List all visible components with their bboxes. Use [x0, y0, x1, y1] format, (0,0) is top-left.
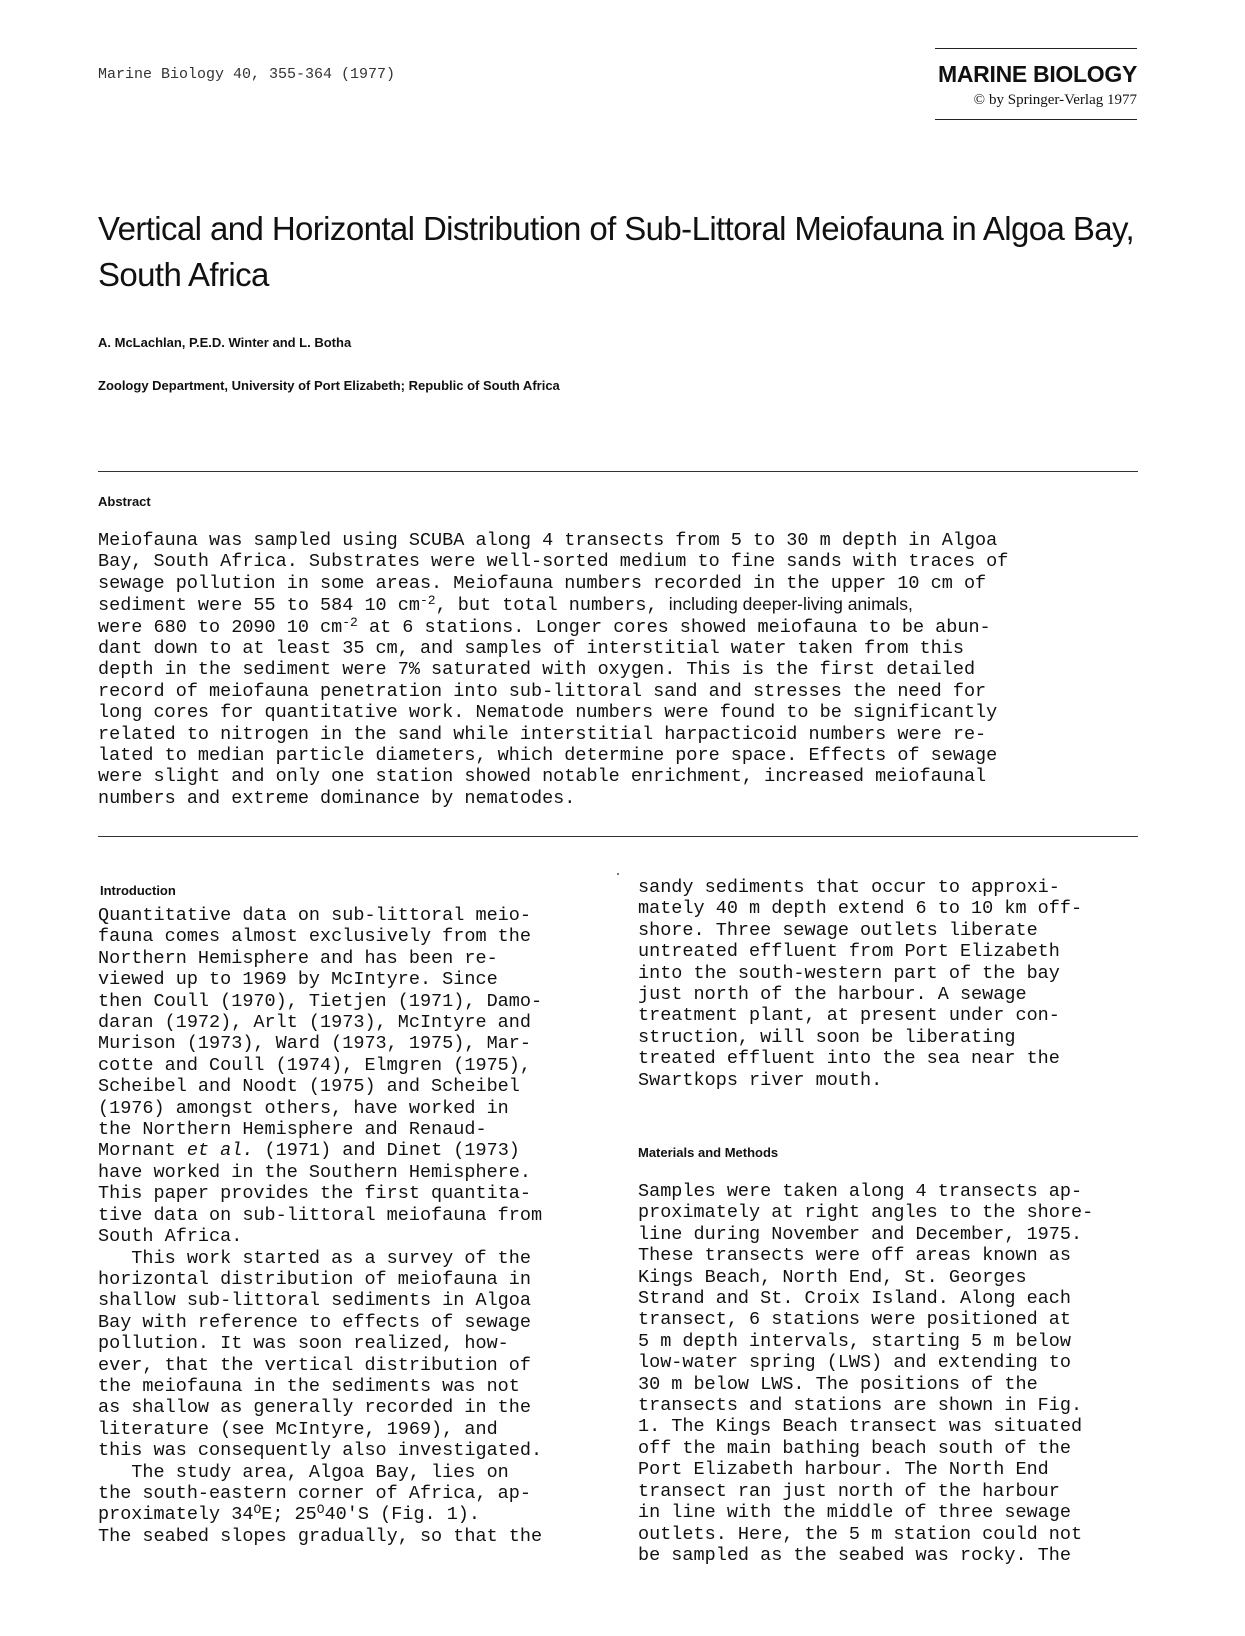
body-line: this was consequently also investigated.: [98, 1440, 543, 1462]
body-line: These transects were off areas known as: [638, 1245, 1071, 1267]
methods-text: [638, 1181, 1093, 1566]
body-line: shore. Three sewage outlets liberate: [638, 919, 1038, 941]
body-line: ever, that the vertical distribution of: [98, 1354, 531, 1376]
body-line: the meiofauna in the sediments was not: [98, 1375, 520, 1397]
body-line: mately 40 m depth extend 6 to 10 km off-: [638, 898, 1083, 920]
body-line: Bay with reference to effects of sewage: [98, 1311, 531, 1333]
abstract-line: related to nitrogen in the sand while interstitial harpacticoid numbers were re-: [98, 723, 987, 745]
abstract-bottom-rule: [98, 836, 1138, 837]
journal-name: MARINE BIOLOGY: [938, 61, 1137, 87]
degree-mark: O: [316, 1502, 325, 1518]
abstract-superscript: -2: [342, 614, 358, 630]
body-line: low-water spring (LWS) and extending to: [638, 1352, 1071, 1374]
abstract-line: depth in the sediment were 7% saturated with oxygen. This is the first detailed: [98, 659, 976, 681]
body-line: into the south-western part of the bay: [638, 962, 1060, 984]
body-line: E; 25: [261, 1504, 317, 1526]
body-line: viewed up to 1969 by McIntyre. Since: [98, 969, 498, 991]
body-line: off the main bathing beach south of the: [638, 1437, 1071, 1459]
article-affiliation: Zoology Department, University of Port Elizabeth; Republic of South Africa: [98, 378, 560, 393]
copyright-symbol: ©: [973, 92, 985, 108]
abstract-line: , but total numbers,: [435, 595, 669, 617]
body-line: Northern Hemisphere and has been re-: [98, 947, 498, 969]
abstract-line: at 6 stations. Longer cores showed meiofauna to be abun-: [357, 616, 991, 638]
copyright-line: [935, 92, 1137, 109]
body-line: in line with the middle of three sewage: [638, 1502, 1071, 1524]
abstract-line: long cores for quantitative work. Nematode numbers were found to be significantly: [98, 702, 998, 724]
body-line: Kings Beach, North End, St. Georges: [638, 1266, 1027, 1288]
body-line: literature (see McIntyre, 1969), and: [98, 1418, 498, 1440]
body-line: pollution. It was soon realized, how-: [98, 1333, 509, 1355]
abstract-line: sewage pollution in some areas. Meiofauna numbers recorded in the upper 10 cm of: [98, 572, 987, 594]
body-line: proximately at right angles to the shore-: [638, 1202, 1094, 1224]
body-line: cotte and Coull (1974), Elmgren (1975),: [98, 1054, 531, 1076]
abstract-superscript: [420, 593, 436, 608]
abstract-line: sediment were 55 to 584 10 cm: [98, 595, 420, 617]
body-line: as shallow as generally recorded in the: [98, 1397, 531, 1419]
body-line: South Africa.: [98, 1226, 243, 1248]
body-line: Samples were taken along 4 transects ap-: [638, 1181, 1083, 1202]
methods-heading: Materials and Methods: [638, 1145, 779, 1160]
body-line: Swartkops river mouth.: [638, 1069, 883, 1091]
abstract-line: lated to median particle diameters, which determine pore space. Effects of sewage: [98, 745, 998, 767]
body-line: tive data on sub-littoral meiofauna from: [98, 1204, 543, 1226]
body-line: outlets. Here, the 5 m station could not: [638, 1523, 1083, 1545]
body-line: Scheibel and Noodt (1975) and Scheibel: [98, 1076, 520, 1098]
body-line: be sampled as the seabed was rocky. The: [638, 1544, 1071, 1566]
body-line: fauna comes almost exclusively from the: [98, 926, 531, 948]
abstract-line: Bay, South Africa. Substrates were well-sorted medium to fine sands with traces of: [98, 551, 1009, 573]
body-line: Port Elizabeth harbour. The North End: [638, 1459, 1049, 1481]
abstract-line: were slight and only one station showed notable enrichment, increased meiofaunal: [98, 766, 987, 788]
abstract-line: were 680 to 2090 10 cm: [98, 616, 343, 638]
body-line: daran (1972), Arlt (1973), McIntyre and: [98, 1012, 531, 1034]
degree-mark: O: [253, 1502, 262, 1518]
abstract-superscript-digit: 2: [427, 593, 436, 609]
body-line: untreated effluent from Port Elizabeth: [638, 941, 1060, 963]
body-line: Quantitative data on sub-littoral meio-: [98, 905, 531, 926]
body-line: (1976) amongst others, have worked in: [98, 1097, 509, 1119]
body-line: have worked in the Southern Hemisphere.: [98, 1161, 531, 1183]
body-line: 1. The Kings Beach transect was situated: [638, 1416, 1083, 1438]
body-line: 5 m depth intervals, starting 5 m below: [638, 1330, 1071, 1352]
body-line: transects and stations are shown in Fig.: [638, 1395, 1083, 1417]
masthead-top-rule: [935, 48, 1137, 49]
body-line: The seabed slopes gradually, so that the: [98, 1525, 543, 1547]
abstract-line: record of meiofauna penetration into sub-littoral sand and stresses the need for: [98, 680, 987, 702]
body-line: then Coull (1970), Tietjen (1971), Damo-: [98, 990, 543, 1012]
body-line: the Northern Hemisphere and Renaud-: [98, 1119, 487, 1141]
body-line: (1971) and Dinet (1973): [253, 1140, 520, 1162]
body-line: just north of the harbour. A sewage: [638, 984, 1027, 1006]
introduction-continued-text: [638, 877, 1082, 1091]
abstract-line: numbers and extreme dominance by nematodes.: [98, 787, 576, 809]
abstract-line: including deeper-living animals,: [668, 594, 913, 615]
column-speck: [617, 873, 619, 875]
body-line: This work started as a survey of the: [98, 1247, 531, 1269]
body-line: shallow sub-littoral sediments in Algoa: [98, 1290, 531, 1312]
abstract-heading: Abstract: [98, 494, 151, 509]
abstract-line: Meiofauna was sampled using SCUBA along 4 transects from 5 to 30 m depth in Algoa: [98, 530, 998, 551]
introduction-heading: Introduction: [100, 883, 176, 898]
body-line: This paper provides the first quantita-: [98, 1183, 531, 1205]
body-line: Murison (1973), Ward (1973, 1975), Mar-: [98, 1033, 531, 1055]
body-line: the south-eastern corner of Africa, ap-: [98, 1482, 531, 1504]
body-line: 40'S (Fig. 1).: [324, 1504, 481, 1526]
body-line: 30 m below LWS. The positions of the: [638, 1373, 1038, 1395]
body-line: sandy sediments that occur to approxi-: [638, 877, 1060, 898]
body-line: treatment plant, at present under con-: [638, 1005, 1060, 1027]
body-line: transect, 6 stations were positioned at: [638, 1309, 1071, 1331]
article-title: Vertical and Horizontal Distribution of Sub-Littoral Meiofauna in Algoa Bay, South Africa: [98, 210, 1135, 293]
abstract-top-rule: [98, 471, 1138, 472]
body-italic: et al.: [186, 1140, 254, 1162]
article-authors: A. McLachlan, P.E.D. Winter and L. Botha: [98, 335, 352, 350]
body-line: transect ran just north of the harbour: [638, 1480, 1060, 1502]
introduction-text: [98, 905, 542, 1547]
copyright-text: by Springer-Verlag 1977: [988, 92, 1137, 108]
body-line: struction, will soon be liberating: [638, 1026, 1016, 1048]
body-line: Strand and St. Croix Island. Along each: [638, 1288, 1071, 1310]
journal-citation: Marine Biology 40, 355-364 (1977): [98, 66, 396, 83]
abstract-line: dant down to at least 35 cm, and samples of interstitial water taken from this: [98, 638, 964, 660]
body-line: horizontal distribution of meiofauna in: [98, 1268, 531, 1290]
body-line: proximately 34: [98, 1504, 254, 1526]
abstract-superscript-sign: -: [419, 593, 428, 609]
abstract-text: [98, 530, 1148, 809]
masthead-bottom-rule: [935, 119, 1137, 120]
body-line: line during November and December, 1975.: [638, 1223, 1083, 1245]
body-line: Mornant: [98, 1140, 187, 1162]
journal-masthead: [935, 48, 1137, 120]
body-line: treated effluent into the sea near the: [638, 1048, 1060, 1070]
body-line: The study area, Algoa Bay, lies on: [98, 1461, 509, 1483]
